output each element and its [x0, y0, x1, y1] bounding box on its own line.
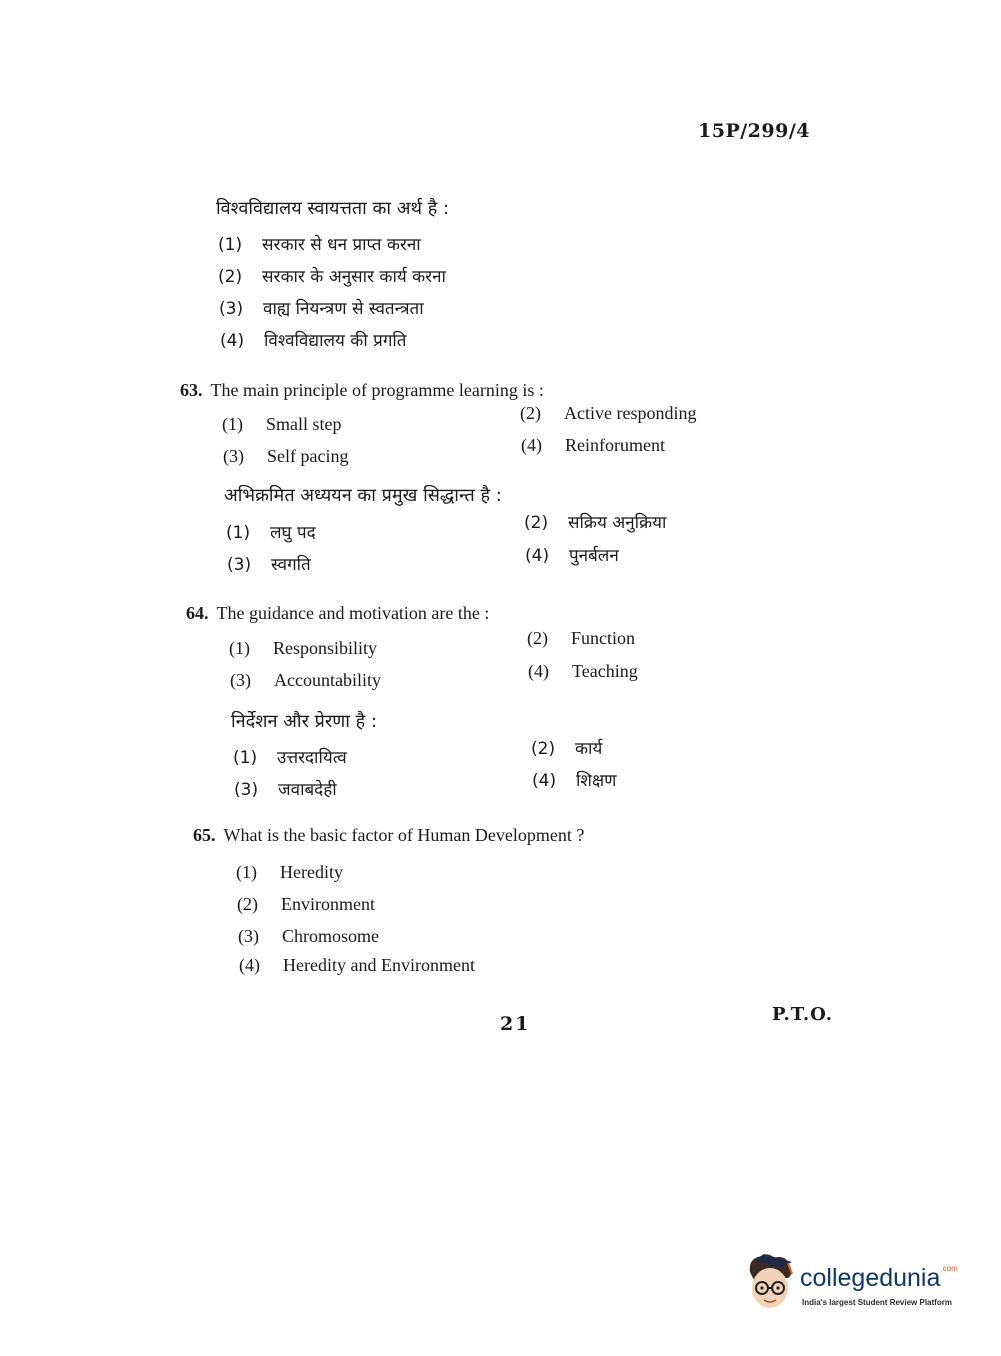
q64-stem: 64. The guidance and motivation are the : [186, 603, 490, 623]
q64-hindi-option-1: (1) उत्तरदायित्व [233, 748, 347, 768]
q64-hindi-option-2: (2) कार्य [531, 739, 603, 759]
q63-hindi-option-2: (2) सक्रिय अनुक्रिया [524, 513, 667, 533]
q65-option-4: (4) Heredity and Environment [239, 955, 475, 975]
mascot-icon [742, 1252, 800, 1318]
q65-option-2: (2) Environment [237, 894, 375, 914]
q64-hindi-option-4: (4) शिक्षण [532, 771, 617, 791]
q63-option-4: (4) Reinforument [521, 435, 665, 455]
q63-hindi-option-4: (4) पुनर्बलन [525, 546, 619, 566]
page-number: 21 [500, 1013, 531, 1035]
logo-tagline: India's largest Student Review Platform [802, 1298, 952, 1307]
collegedunia-logo [742, 1250, 972, 1320]
q62-option-4: (4) विश्वविद्यालय की प्रगति [220, 331, 407, 351]
q64-option-4: (4) Teaching [528, 661, 638, 681]
q65-option-1: (1) Heredity [236, 862, 343, 882]
pto-label: P.T.O. [772, 1004, 834, 1025]
q63-option-2: (2) Active responding [520, 403, 697, 423]
q63-option-1: (1) Small step [222, 414, 342, 434]
q63-hindi-option-3: (3) स्वगति [227, 555, 311, 575]
q64-option-1: (1) Responsibility [229, 638, 378, 658]
paper-code: 15P/299/4 [698, 120, 810, 142]
q64-option-2: (2) Function [527, 628, 636, 648]
q62-hindi-stem: विश्वविद्यालय स्वायत्तता का अर्थ है : [216, 198, 450, 219]
q62-option-1: (1) सरकार से धन प्राप्त करना [218, 235, 421, 255]
q62-option-3: (3) वाह्य नियन्त्रण से स्वतन्त्रता [219, 299, 424, 319]
logo-wordmark: collegedunia$^{.com}$ [800, 1264, 958, 1292]
q63-option-3: (3) Self pacing [223, 446, 349, 466]
q65-stem: 65. What is the basic factor of Human Development ? [193, 825, 585, 845]
q64-hindi-stem: निर्देशन और प्रेरणा है : [231, 711, 378, 732]
q64-hindi-option-3: (3) जवाबदेही [234, 780, 337, 800]
q63-hindi-option-1: (1) लघु पद [226, 523, 316, 543]
q64-option-3: (3) Accountability [230, 670, 381, 690]
q63-hindi-stem: अभिक्रमित अध्ययन का प्रमुख सिद्धान्त है : [224, 485, 502, 506]
q65-option-3: (3) Chromosome [238, 926, 379, 946]
q62-option-2: (2) सरकार के अनुसार कार्य करना [218, 267, 446, 287]
q63-stem: 63. The main principle of programme learning is : [180, 380, 544, 400]
